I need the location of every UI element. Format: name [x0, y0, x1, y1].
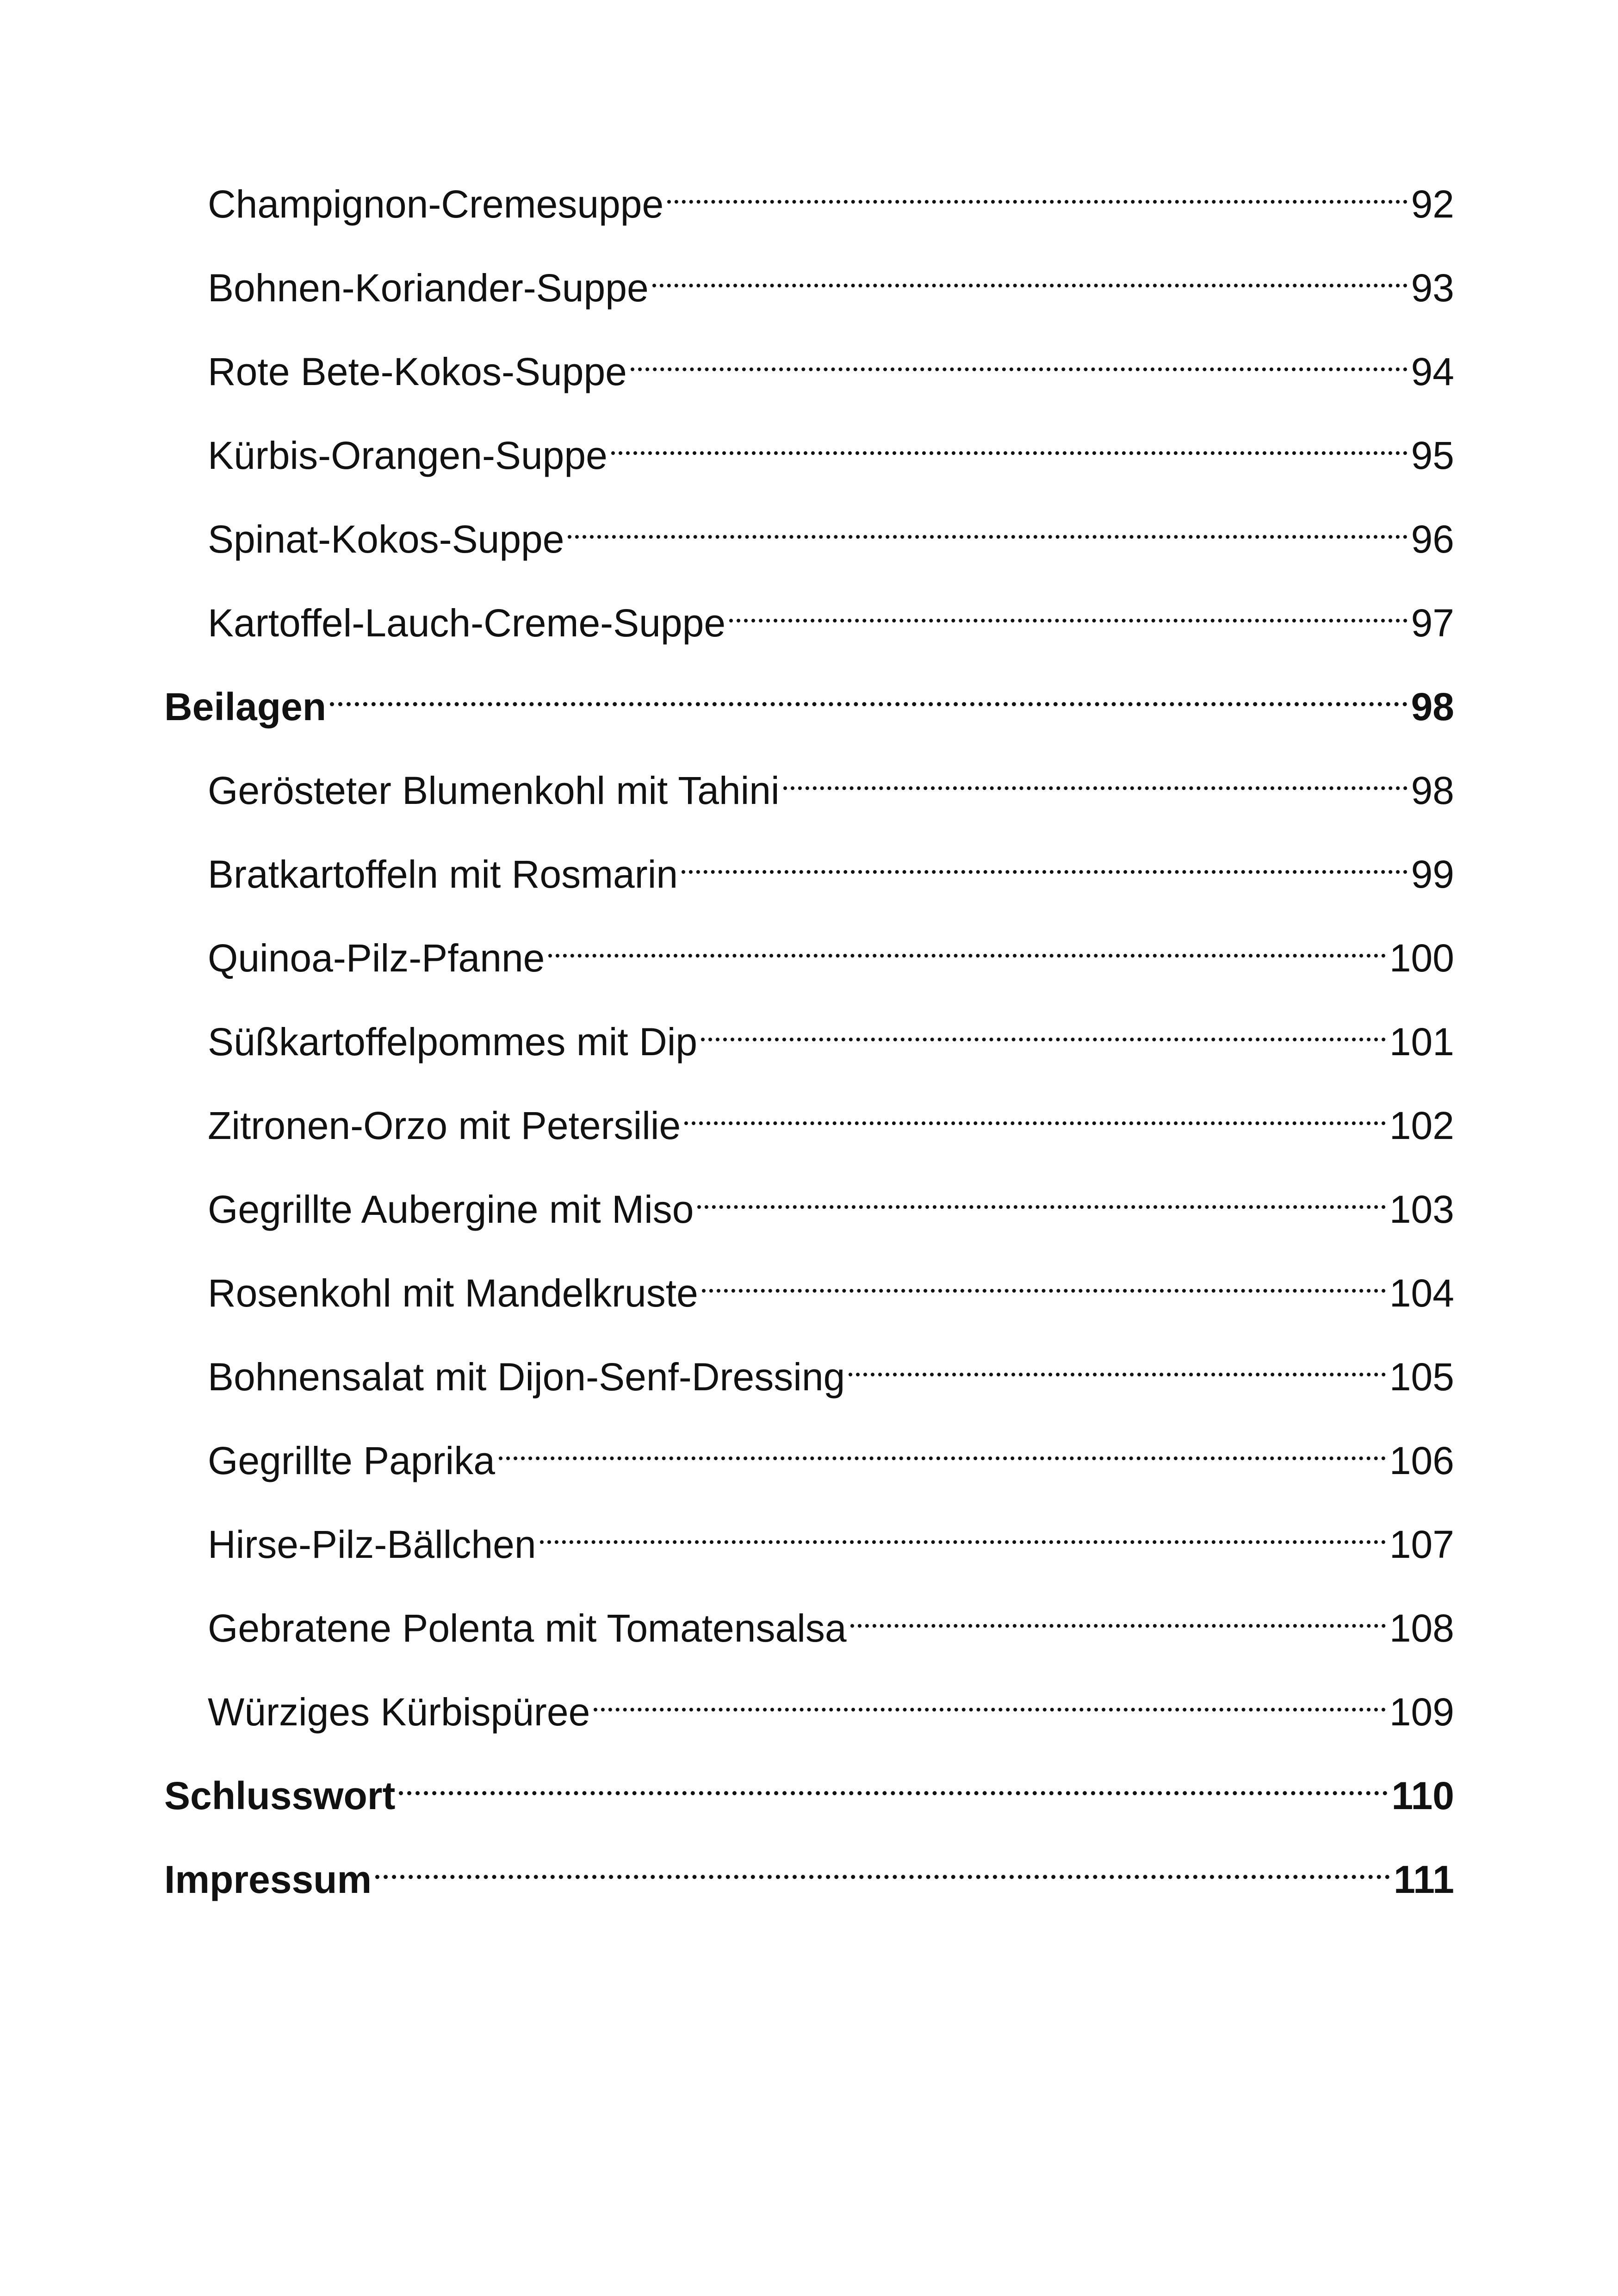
toc-dot-leader: [399, 1754, 1388, 1809]
toc-dot-leader: [684, 1083, 1386, 1139]
toc-entry-title: Gegrillte Aubergine mit Miso: [208, 1188, 694, 1231]
toc-dot-leader: [702, 1251, 1386, 1307]
toc-entry-title: Champignon-Cremesuppe: [208, 182, 664, 226]
toc-entry-page: 109: [1389, 1690, 1454, 1734]
toc-dot-leader: [568, 497, 1407, 553]
toc-dot-leader: [631, 330, 1407, 385]
toc-dot-leader: [667, 162, 1407, 218]
toc-dot-leader: [682, 832, 1407, 888]
toc-entry-page: 108: [1389, 1606, 1454, 1650]
toc-entry-page: 99: [1411, 852, 1454, 896]
toc-dot-leader: [375, 1837, 1390, 1893]
toc-entry-page: 103: [1389, 1188, 1454, 1231]
toc-entry[interactable]: [164, 413, 1454, 477]
toc-entry-page: 106: [1389, 1439, 1454, 1482]
toc-entry[interactable]: [164, 1670, 1454, 1734]
toc-dot-leader: [701, 1000, 1386, 1055]
toc-chapter[interactable]: [164, 665, 1454, 728]
toc-entry-page: 104: [1389, 1271, 1454, 1315]
toc-entry-page: 93: [1411, 266, 1454, 310]
toc-entry-page: 98: [1411, 769, 1454, 812]
toc-chapter[interactable]: [164, 1754, 1454, 1817]
toc-entry[interactable]: [164, 497, 1454, 561]
toc-entry[interactable]: [164, 1083, 1454, 1147]
toc-dot-leader: [849, 1335, 1386, 1390]
toc-entry-title: Süßkartoffelpommes mit Dip: [208, 1020, 698, 1064]
toc-entry[interactable]: [164, 246, 1454, 310]
toc-entry-page: 96: [1411, 517, 1454, 561]
toc-dot-leader: [548, 916, 1385, 971]
toc-entry[interactable]: [164, 1167, 1454, 1231]
toc-entry[interactable]: [164, 832, 1454, 896]
toc-entry-title: Gebratene Polenta mit Tomatensalsa: [208, 1606, 847, 1650]
toc-entry-title: Kartoffel-Lauch-Creme-Suppe: [208, 601, 726, 645]
toc-entry[interactable]: [164, 748, 1454, 812]
toc-dot-leader: [729, 581, 1407, 636]
toc-entry-title: Spinat-Kokos-Suppe: [208, 517, 564, 561]
toc-chapter-page: 111: [1394, 1858, 1454, 1901]
toc-entry[interactable]: [164, 1419, 1454, 1482]
toc-entry[interactable]: [164, 330, 1454, 393]
toc-entry-page: 105: [1389, 1355, 1454, 1399]
toc-entry-page: 97: [1411, 601, 1454, 645]
toc-dot-leader: [594, 1670, 1386, 1725]
toc-chapter-page: 98: [1411, 685, 1454, 728]
toc-entry-title: Rote Bete-Kokos-Suppe: [208, 350, 627, 393]
toc-entry-title: Hirse-Pilz-Bällchen: [208, 1523, 536, 1566]
toc-dot-leader: [499, 1419, 1386, 1474]
toc-chapter-title: Impressum: [164, 1858, 372, 1901]
toc-entry-title: Zitronen-Orzo mit Petersilie: [208, 1104, 681, 1147]
toc-entry-page: 94: [1411, 350, 1454, 393]
toc-dot-leader: [697, 1167, 1385, 1223]
toc-entry[interactable]: [164, 916, 1454, 980]
toc-dot-leader: [783, 748, 1407, 804]
toc-entry-title: Gegrillte Paprika: [208, 1439, 495, 1482]
toc-chapter-title: Schlusswort: [164, 1774, 396, 1817]
toc-entry[interactable]: [164, 162, 1454, 226]
toc-dot-leader: [540, 1502, 1386, 1558]
toc-entry-page: 107: [1389, 1523, 1454, 1566]
toc-entry-page: 95: [1411, 434, 1454, 477]
toc-entry-page: 92: [1411, 182, 1454, 226]
toc-entry-title: Rosenkohl mit Mandelkruste: [208, 1271, 698, 1315]
toc-entry[interactable]: [164, 1335, 1454, 1399]
toc-chapter-page: 110: [1391, 1774, 1454, 1817]
toc-entry-title: Gerösteter Blumenkohl mit Tahini: [208, 769, 780, 812]
toc-entry-title: Bohnen-Koriander-Suppe: [208, 266, 649, 310]
toc-entry[interactable]: [164, 581, 1454, 645]
toc-chapter-title: Beilagen: [164, 685, 327, 728]
toc-entry-title: Bratkartoffeln mit Rosmarin: [208, 852, 678, 896]
toc-entry-title: Quinoa-Pilz-Pfanne: [208, 936, 545, 980]
toc-dot-leader: [652, 246, 1407, 301]
toc-entry[interactable]: [164, 1586, 1454, 1650]
toc-entry-page: 100: [1389, 936, 1454, 980]
toc-entry-page: 101: [1389, 1020, 1454, 1064]
toc-entry-title: Bohnensalat mit Dijon-Senf-Dressing: [208, 1355, 845, 1399]
toc-dot-leader: [850, 1586, 1386, 1642]
toc-entry[interactable]: [164, 1502, 1454, 1566]
toc-dot-leader: [611, 413, 1407, 469]
toc-chapter[interactable]: [164, 1837, 1454, 1901]
toc-dot-leader: [330, 665, 1407, 720]
toc-entry-page: 102: [1389, 1104, 1454, 1147]
toc-entry-title: Kürbis-Orangen-Suppe: [208, 434, 608, 477]
toc-entry[interactable]: [164, 1251, 1454, 1315]
toc-entry-title: Würziges Kürbispüree: [208, 1690, 590, 1734]
toc-entry[interactable]: [164, 1000, 1454, 1064]
